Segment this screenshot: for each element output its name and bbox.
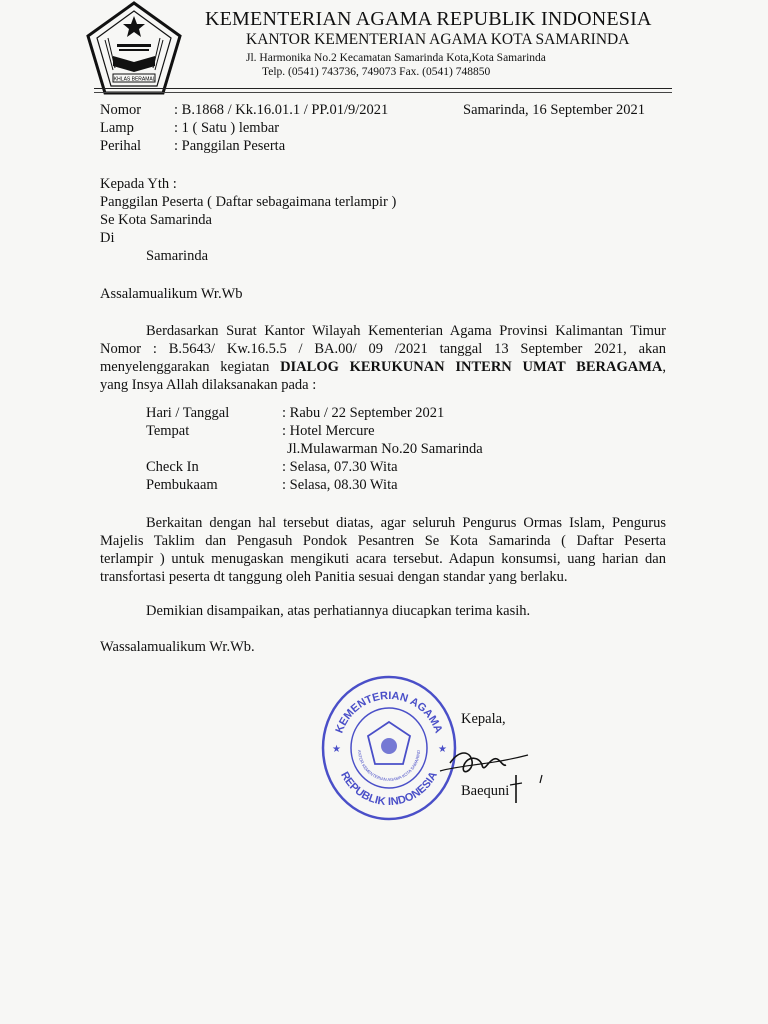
- closing-greeting: Wassalamualikum Wr.Wb.: [100, 639, 255, 655]
- paragraph-line: Majelis Taklim dan Pengasuh Pondok Pesantren Se Kota Samarinda ( Daftar Peserta: [100, 533, 666, 549]
- logo-motto: IKHLAS BERAMAL: [112, 76, 156, 83]
- paragraph-line: Nomor : B.5643/ Kw.16.5.5 / BA.00/ 09 /2021 tanggal 13 September 2021, akan: [100, 341, 666, 357]
- paragraph-instruction: [100, 514, 666, 586]
- svg-text:★: ★: [332, 744, 341, 755]
- event-name: DIALOG KERUKUNAN INTERN UMAT BERAGAMA: [280, 359, 663, 375]
- nomor-value: : B.1868 / Kk.16.01.1 / PP.01/9/2021: [174, 102, 389, 118]
- recipient-line: Kepada Yth :: [100, 176, 177, 192]
- lamp-value: : 1 ( Satu ) lembar: [174, 120, 280, 136]
- detail-value: : Hotel Mercure: [282, 423, 375, 439]
- stamp-top-text: KEMENTERIAN AGAMA: [333, 689, 445, 735]
- detail-label: Hari / Tanggal: [146, 405, 230, 421]
- paragraph-line: Berkaitan dengan hal tersebut diatas, agar seluruh Pengurus Ormas Islam, Pengurus: [146, 515, 666, 531]
- ministry-logo: [83, 0, 185, 98]
- detail-value: : Rabu / 22 September 2021: [282, 405, 445, 421]
- svg-text:★: ★: [438, 744, 447, 755]
- paragraph-line: yang Insya Allah dilaksanakan pada :: [100, 377, 317, 393]
- detail-label: Pembukaam: [146, 477, 218, 493]
- paragraph-line: transfortasi peserta dt tanggung oleh Panitia sesuai dengan standar yang berlaku.: [100, 569, 568, 585]
- perihal-value: : Panggilan Peserta: [174, 138, 286, 154]
- paragraph-line: menyelenggarakan kegiatan DIALOG KERUKUNAN INTERN UMAT BERAGAMA,: [100, 359, 666, 375]
- paragraph-line: terlampir ) untuk menugaskan mengikuti acara tersebut. Adapun konsumsi, uang harian dan: [100, 551, 666, 567]
- recipient-line: Panggilan Peserta ( Daftar sebagaimana terlampir ): [100, 194, 397, 210]
- letterhead-rule-thin: [94, 92, 672, 93]
- paragraph-line: Berdasarkan Surat Kantor Wilayah Kementerian Agama Provinsi Kalimantan Timur: [146, 323, 666, 339]
- stamp-inner-text: ANTOR KEMENTERIAN AGAMA KOTA SAMARIND: [356, 749, 422, 783]
- detail-label: Tempat: [146, 423, 190, 439]
- recipient-city: Samarinda: [146, 248, 209, 264]
- office-address: Jl. Harmonika No.2 Kecamatan Samarinda Kota,Kota Samarinda: [246, 52, 546, 64]
- detail-value: : Selasa, 08.30 Wita: [282, 477, 398, 493]
- office-name: KANTOR KEMENTERIAN AGAMA KOTA SAMARINDA: [246, 31, 630, 48]
- perihal-label: Perihal: [100, 138, 142, 154]
- detail-value: Jl.Mulawarman No.20 Samarinda: [287, 441, 483, 457]
- recipient-line: Se Kota Samarinda: [100, 212, 212, 228]
- detail-label: Check In: [146, 459, 199, 475]
- detail-value: : Selasa, 07.30 Wita: [282, 459, 398, 475]
- ministry-name: KEMENTERIAN AGAMA REPUBLIK INDONESIA: [205, 8, 652, 30]
- recipient-line: Di: [100, 230, 115, 246]
- office-phone: Telp. (0541) 743736, 749073 Fax. (0541) 748850: [262, 66, 491, 78]
- nomor-label: Nomor: [100, 102, 142, 118]
- greeting: Assalamualikum Wr.Wb: [100, 286, 243, 302]
- lamp-label: Lamp: [100, 120, 134, 136]
- place-date: Samarinda, 16 September 2021: [463, 102, 646, 118]
- closing-paragraph: Demikian disampaikan, atas perhatiannya diucapkan terima kasih.: [146, 603, 531, 619]
- stamp-bottom-text: REPUBLIK INDONESIA: [338, 769, 440, 809]
- paragraph-intro: [100, 322, 666, 394]
- signatory-name: Baequni: [461, 783, 510, 799]
- signatory-title: Kepala,: [461, 711, 506, 727]
- letterhead-rule: [94, 88, 672, 89]
